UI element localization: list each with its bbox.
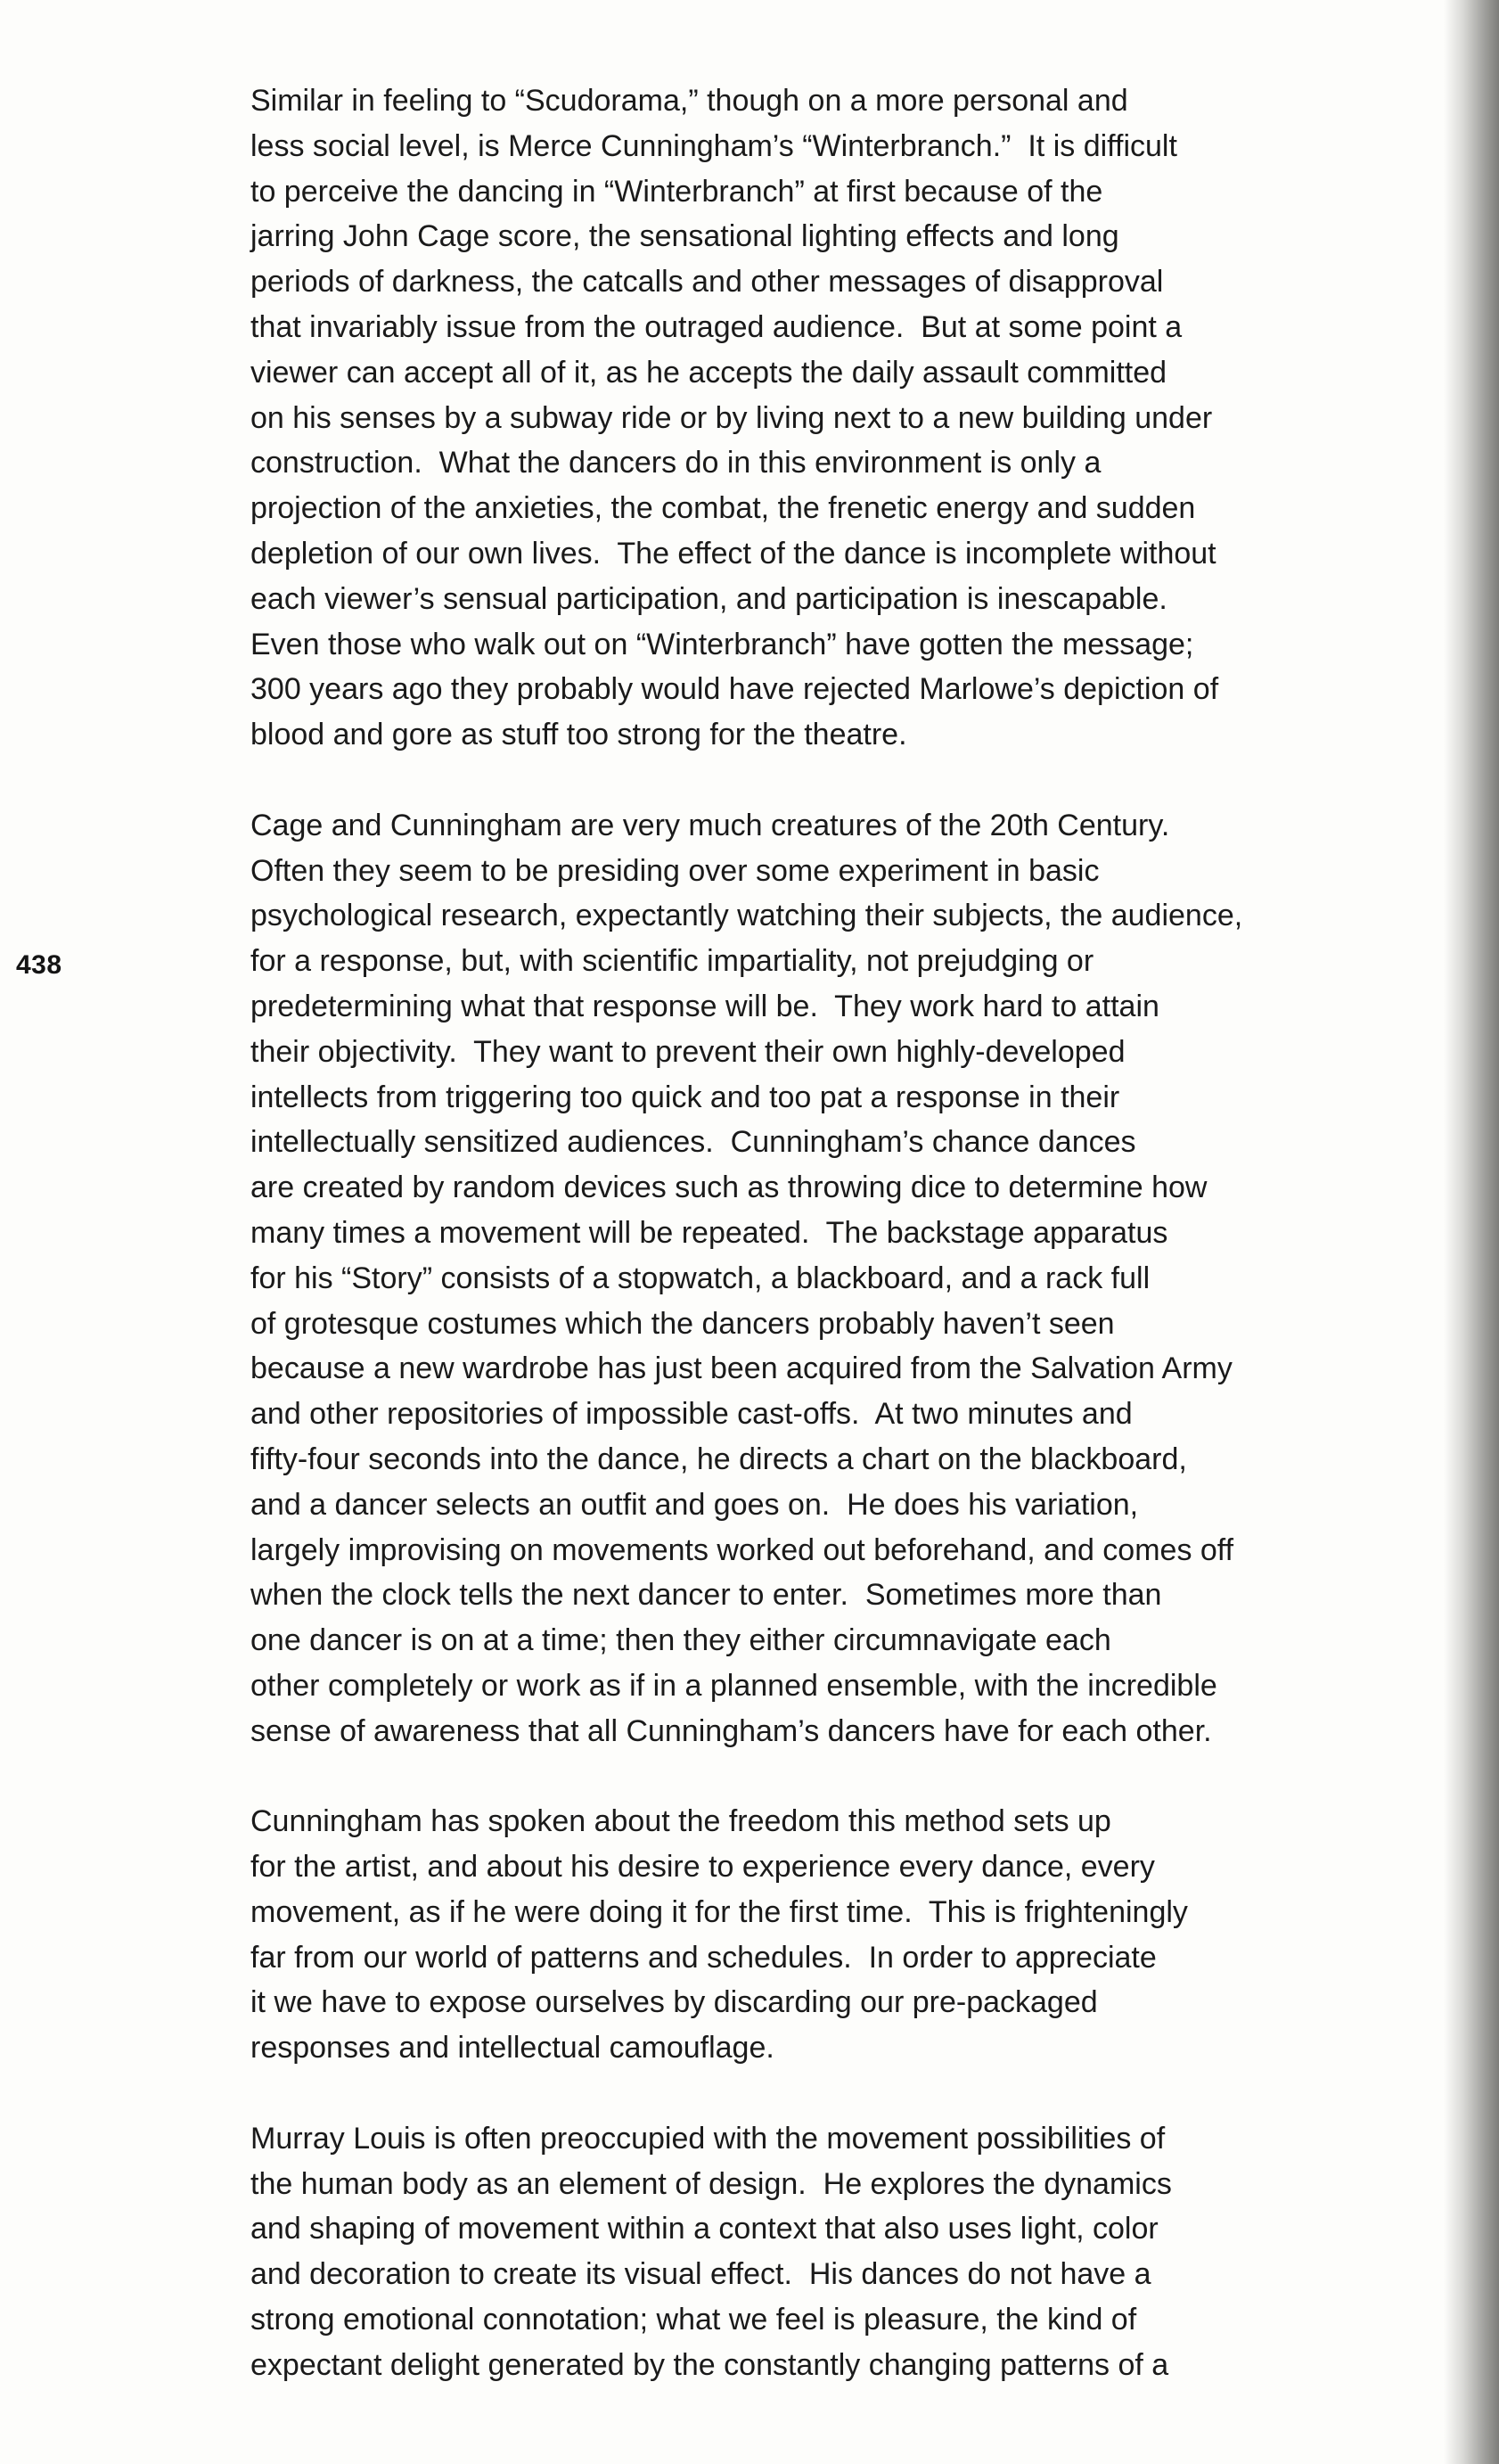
text-line: the human body as an element of design. He explores the dynamics bbox=[250, 2166, 1172, 2201]
text-line: intellectually sensitized audiences. Cunningham’s chance dances bbox=[250, 1125, 1136, 1160]
text-line: intellects from triggering too quick and too pat a response in their bbox=[250, 1080, 1120, 1114]
text-line: and shaping of movement within a context that also uses light, color bbox=[250, 2212, 1159, 2246]
text-line: and other repositories of impossible cast-offs. At two minutes and bbox=[250, 1397, 1133, 1432]
text-line: it we have to expose ourselves by discarding our pre-packaged bbox=[250, 1985, 1098, 2020]
text-line: construction. What the dancers do in this environment is only a bbox=[250, 446, 1102, 480]
text-line: when the clock tells the next dancer to enter. Sometimes more than bbox=[250, 1578, 1162, 1613]
text-line: Murray Louis is often preoccupied with the movement possibilities of bbox=[250, 2121, 1166, 2156]
text-line: are created by random devices such as throwing dice to determine how bbox=[250, 1170, 1208, 1205]
text-line: Similar in feeling to “Scudorama,” though on a more personal and bbox=[250, 84, 1128, 118]
text-line: that invariably issue from the outraged audience. But at some point a bbox=[250, 309, 1183, 344]
body-text bbox=[250, 78, 1436, 2433]
paragraph-freedom bbox=[250, 1799, 1436, 2071]
paragraph-winterbranch bbox=[250, 78, 1436, 758]
text-line: less social level, is Merce Cunningham’s “Winterbranch.” It is difficult bbox=[250, 128, 1177, 163]
text-line: viewer can accept all of it, as he accepts the daily assault committed bbox=[250, 355, 1167, 390]
page-number: 438 bbox=[16, 950, 62, 980]
text-line: responses and intellectual camouflage. bbox=[250, 2031, 774, 2066]
text-line: for his “Story” consists of a stopwatch, a blackboard, and a rack full bbox=[250, 1261, 1151, 1295]
text-line: Often they seem to be presiding over some experiment in basic bbox=[250, 853, 1100, 888]
text-line: for a response, but, with scientific impartiality, not prejudging or bbox=[250, 944, 1094, 979]
text-line: one dancer is on at a time; then they either circumnavigate each bbox=[250, 1623, 1111, 1658]
text-line: fifty-four seconds into the dance, he directs a chart on the blackboard, bbox=[250, 1441, 1187, 1476]
text-line: periods of darkness, the catcalls and other messages of disapproval bbox=[250, 265, 1164, 300]
text-line: jarring John Cage score, the sensational lighting effects and long bbox=[250, 219, 1119, 254]
text-line: their objectivity. They want to prevent their own highly-developed bbox=[250, 1034, 1126, 1069]
text-line: psychological research, expectantly watching their subjects, the audience, bbox=[250, 899, 1243, 933]
text-line: and decoration to create its visual effect. His dances do not have a bbox=[250, 2257, 1151, 2292]
text-line: predetermining what that response will be. They work hard to attain bbox=[250, 989, 1159, 1023]
adjacent-page-edge bbox=[1444, 0, 1499, 2464]
text-line: other completely or work as if in a planned ensemble, with the incredible bbox=[250, 1668, 1217, 1703]
text-line: far from our world of patterns and schedules. In order to appreciate bbox=[250, 1940, 1157, 1975]
text-line: strong emotional connotation; what we feel is pleasure, the kind of bbox=[250, 2303, 1137, 2337]
text-line: each viewer’s sensual participation, and participation is inescapable. bbox=[250, 581, 1167, 616]
text-line: Cage and Cunningham are very much creatures of the 20th Century. bbox=[250, 808, 1170, 842]
text-line: projection of the anxieties, the combat, the frenetic energy and sudden bbox=[250, 491, 1196, 526]
text-line: expectant delight generated by the constantly changing patterns of a bbox=[250, 2347, 1169, 2382]
text-line: many times a movement will be repeated. The backstage apparatus bbox=[250, 1215, 1168, 1250]
text-line: of grotesque costumes which the dancers probably haven’t seen bbox=[250, 1306, 1115, 1341]
text-line: on his senses by a subway ride or by living next to a new building under bbox=[250, 400, 1213, 435]
text-line: movement, as if he were doing it for the first time. This is frighteningly bbox=[250, 1894, 1188, 1929]
paragraph-cage-cunningham bbox=[250, 803, 1436, 1754]
text-line: for the artist, and about his desire to experience every dance, every bbox=[250, 1850, 1155, 1885]
text-line: largely improvising on movements worked out beforehand, and comes off bbox=[250, 1532, 1234, 1567]
text-line: sense of awareness that all Cunningham’s dancers have for each other. bbox=[250, 1713, 1212, 1748]
text-line: depletion of our own lives. The effect of the dance is incomplete without bbox=[250, 536, 1216, 571]
text-line: 300 years ago they probably would have rejected Marlowe’s depiction of bbox=[250, 672, 1219, 707]
text-line: because a new wardrobe has just been acquired from the Salvation Army bbox=[250, 1351, 1233, 1386]
text-line: Even those who walk out on “Winterbranch” have gotten the message; bbox=[250, 627, 1194, 661]
text-line: to perceive the dancing in “Winterbranch” at first because of the bbox=[250, 174, 1103, 209]
text-line: Cunningham has spoken about the freedom this method sets up bbox=[250, 1804, 1111, 1839]
paragraph-murray-louis bbox=[250, 2116, 1436, 2388]
text-line: and a dancer selects an outfit and goes on. He does his variation, bbox=[250, 1487, 1139, 1522]
text-line: blood and gore as stuff too strong for the theatre. bbox=[250, 718, 907, 752]
